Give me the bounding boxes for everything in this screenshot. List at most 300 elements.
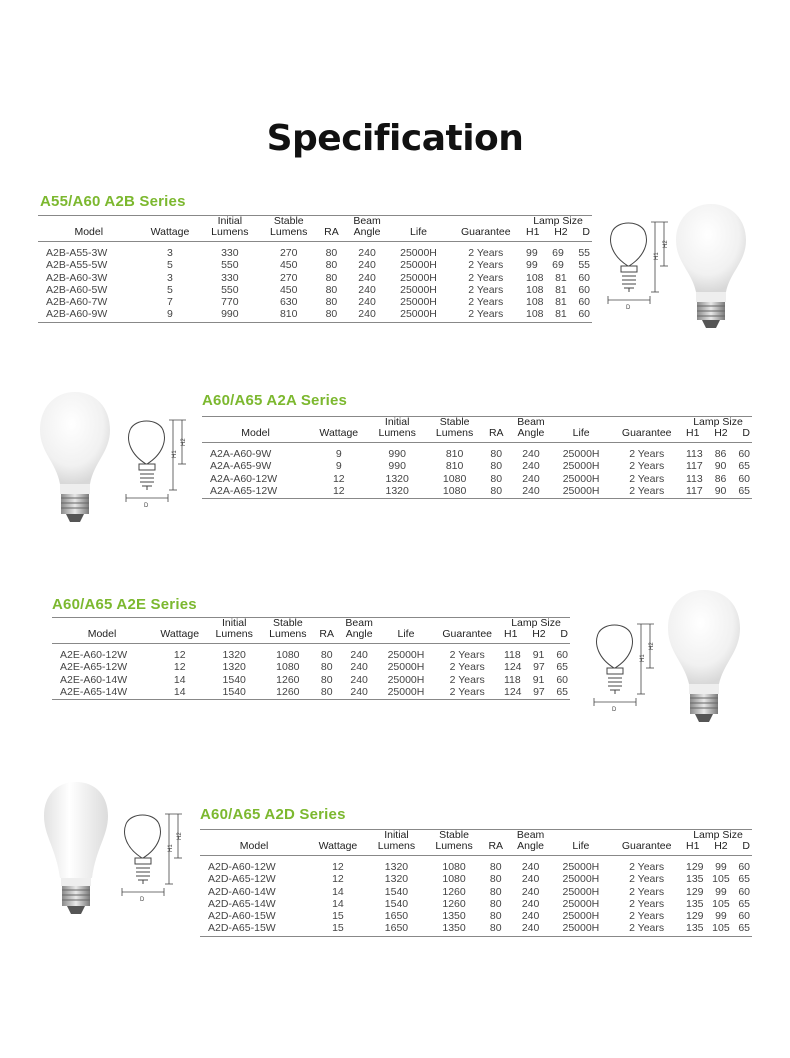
col-guarantee: Guarantee (609, 417, 684, 443)
cell-guarantee: 2 Years (432, 686, 502, 700)
cell-guarantee: 2 Years (448, 308, 524, 322)
cell-beam: 240 (522, 448, 540, 460)
cell-wattage: 14 (332, 897, 344, 910)
cell-life: 25000H (562, 873, 600, 886)
cell-initial: 1320 (368, 485, 425, 499)
h1-label: H1 (168, 844, 174, 852)
cell-beam: 240 (521, 861, 540, 873)
cell-guarantee: 2 Years (468, 259, 504, 272)
cell-wattage: 3 (167, 271, 173, 284)
cell-model: A2D-A60-14W (208, 885, 276, 898)
cell-stable: 270 (279, 247, 298, 259)
cell-d: 60 (738, 861, 750, 873)
h2-label: H2 (177, 832, 183, 840)
bulb-photo (664, 586, 744, 726)
cell-ra: 80 (320, 661, 333, 674)
col-wattage: Wattage (152, 618, 207, 644)
cell-wattage: 14 (152, 686, 207, 700)
cell-ra: 80 (325, 247, 338, 259)
col-stable-lumens: Stable Lumens (425, 830, 483, 856)
cell-d: 65 (556, 661, 568, 674)
h1-label: H1 (654, 252, 660, 260)
cell-stable: 270 (279, 271, 298, 284)
cell-stable: 810 (445, 448, 464, 460)
cell-d: 65 (738, 897, 750, 910)
cell-ra: 80 (320, 673, 333, 686)
cell-h1: 108 (526, 283, 544, 296)
cell-ra: 80 (489, 861, 502, 873)
cell-beam: 240 (350, 661, 368, 674)
col-ra: RA (315, 618, 339, 644)
cell-guarantee: 2 Years (629, 910, 665, 923)
bulb-photo (672, 200, 750, 332)
table-row (202, 443, 752, 461)
col-life: Life (389, 216, 447, 242)
cell-life: 25000H (387, 673, 425, 686)
cell-wattage: 14 (173, 673, 186, 686)
table-row (202, 460, 752, 472)
cell-wattage: 12 (173, 661, 186, 674)
cell-lamp-size (684, 910, 752, 922)
cell-model: A2B-A60-7W (46, 296, 108, 309)
cell-guarantee: 2 Years (629, 897, 665, 910)
h1-label: H1 (640, 654, 646, 662)
table-row (38, 284, 592, 296)
col-initial-lumens: Initial Lumens (368, 417, 425, 443)
cell-h2: 86 (714, 448, 727, 460)
cell-stable: 1350 (425, 922, 483, 936)
cell-initial: 990 (200, 308, 259, 322)
cell-initial: 1650 (368, 922, 426, 936)
cell-wattage: 9 (335, 460, 342, 473)
cell-h2: 69 (552, 247, 564, 259)
cell-beam: 240 (521, 885, 540, 898)
cell-beam: 240 (358, 247, 376, 259)
col-guarantee: Guarantee (432, 618, 502, 644)
bulb-dimension-diagram (118, 412, 190, 512)
cell-stable: 1080 (426, 485, 483, 499)
cell-guarantee: 2 Years (449, 649, 485, 661)
cell-model: A2B-A55-3W (46, 247, 108, 259)
cell-ra: 80 (490, 460, 503, 473)
col-ra: RA (483, 830, 509, 856)
cell-lamp-size (524, 296, 592, 308)
cell-model: A2D-A65-14W (208, 897, 276, 910)
cell-life: 25000H (400, 247, 437, 259)
cell-h1: 113 (686, 448, 703, 460)
cell-wattage: 14 (332, 885, 344, 898)
cell-d: 60 (738, 448, 750, 460)
cell-d: 60 (578, 296, 590, 309)
cell-lamp-size (684, 473, 752, 485)
col-wattage: Wattage (309, 417, 368, 443)
cell-life: 25000H (553, 485, 610, 499)
col-stable-lumens: Stable Lumens (261, 618, 315, 644)
cell-h1: 99 (526, 247, 538, 259)
col-guarantee: Guarantee (448, 216, 524, 242)
cell-wattage: 12 (332, 873, 344, 886)
cell-h1: 135 (686, 922, 704, 935)
cell-stable: 630 (279, 296, 298, 309)
cell-h2: 81 (555, 296, 567, 309)
col-model: Model (202, 417, 309, 443)
cell-h1: 129 (686, 861, 704, 873)
cell-guarantee: 2 Years (629, 460, 665, 473)
table-row (52, 686, 570, 700)
cell-model: A2E-A60-12W (60, 649, 128, 661)
cell-wattage: 5 (167, 259, 173, 272)
cell-h2: 99 (715, 861, 727, 873)
cell-initial: 550 (221, 259, 239, 272)
cell-ra: 80 (325, 296, 338, 309)
cell-lamp-size (684, 443, 752, 461)
cell-lamp-size (524, 242, 592, 260)
cell-h1: 108 (526, 308, 544, 321)
cell-d: 65 (738, 484, 750, 497)
cell-ra: 80 (325, 283, 338, 296)
cell-h1: 124 (504, 685, 522, 698)
col-wattage: Wattage (140, 216, 201, 242)
col-initial-lumens: Initial Lumens (207, 618, 261, 644)
cell-guarantee: 2 Years (609, 922, 684, 936)
cell-wattage: 15 (308, 922, 367, 936)
cell-ra: 80 (489, 897, 502, 910)
cell-ra: 80 (489, 873, 502, 886)
h2-label: H2 (649, 642, 655, 650)
col-lamp-size: Lamp Size H1 H2 D (684, 830, 752, 856)
cell-wattage: 12 (309, 485, 368, 499)
cell-life: 25000H (562, 861, 600, 873)
cell-model: A2D-A60-15W (208, 910, 276, 923)
cell-lamp-size (684, 856, 752, 874)
cell-model: A2E-A60-14W (60, 673, 128, 686)
cell-initial: 770 (221, 296, 239, 309)
cell-lamp-size (524, 284, 592, 296)
cell-stable: 810 (445, 460, 464, 473)
cell-initial: 330 (221, 271, 239, 284)
cell-d: 60 (578, 308, 590, 321)
cell-wattage: 9 (140, 308, 201, 322)
cell-h2: 91 (532, 649, 545, 661)
table-row (52, 644, 570, 662)
cell-guarantee: 2 Years (629, 885, 665, 898)
spec-table-a2d (200, 829, 752, 937)
cell-life: 25000H (562, 448, 600, 460)
cell-initial: 550 (221, 283, 239, 296)
col-model: Model (200, 830, 308, 856)
h2-label: H2 (181, 438, 187, 446)
cell-model: A2A-A60-12W (210, 472, 278, 485)
cell-h2: 105 (712, 922, 730, 935)
cell-ra: 80 (483, 922, 509, 936)
cell-life: 25000H (389, 308, 447, 322)
col-beam-angle: Beam Angle (509, 417, 553, 443)
cell-life: 25000H (400, 271, 437, 284)
series-title: A60/A65 A2E Series (52, 596, 197, 613)
cell-life: 25000H (552, 922, 609, 936)
cell-model: A2D-A65-15W (200, 922, 308, 936)
cell-beam: 240 (350, 649, 368, 661)
page-title: Specification (266, 118, 524, 159)
col-life: Life (380, 618, 433, 644)
cell-h2: 105 (712, 897, 730, 910)
cell-wattage: 12 (332, 861, 344, 873)
table-row (38, 296, 592, 308)
cell-wattage: 7 (167, 296, 173, 309)
cell-h1: 135 (686, 873, 704, 886)
cell-initial: 1540 (384, 897, 409, 910)
cell-lamp-size (684, 898, 752, 910)
cell-h2: 105 (712, 873, 730, 886)
cell-ra: 80 (490, 472, 503, 485)
cell-h1: 108 (526, 271, 544, 284)
cell-d: 65 (738, 922, 750, 935)
cell-ra: 80 (318, 308, 344, 322)
col-ra: RA (318, 216, 344, 242)
cell-wattage: 3 (167, 247, 173, 259)
cell-h2: 81 (555, 271, 567, 284)
cell-h1: 129 (686, 910, 704, 923)
table-row (200, 910, 752, 922)
cell-initial: 1650 (384, 910, 409, 923)
cell-h2: 99 (715, 910, 727, 923)
cell-guarantee: 2 Years (449, 661, 485, 674)
col-beam-angle: Beam Angle (339, 618, 380, 644)
table-row (38, 259, 592, 271)
cell-d: 55 (578, 259, 590, 272)
cell-wattage: 15 (332, 910, 344, 923)
cell-stable: 1260 (442, 885, 466, 898)
bulb-dimension-diagram (114, 806, 186, 906)
cell-model: A2A-A60-9W (210, 448, 272, 460)
cell-lamp-size (524, 259, 592, 271)
cell-model: A2D-A65-12W (208, 873, 276, 886)
spec-table-a2b (38, 215, 592, 323)
cell-stable: 1080 (442, 472, 467, 485)
cell-h2: 97 (533, 661, 545, 674)
table-row (202, 485, 752, 499)
cell-h1: 117 (686, 484, 703, 497)
cell-model: A2B-A60-5W (46, 283, 108, 296)
cell-h1: 135 (686, 897, 704, 910)
cell-initial: 1320 (222, 649, 246, 661)
cell-stable: 1080 (442, 861, 466, 873)
cell-d: 60 (556, 673, 568, 686)
cell-h2: 90 (714, 484, 727, 497)
cell-beam: 240 (509, 485, 553, 499)
cell-initial: 1320 (384, 861, 409, 873)
cell-beam: 240 (522, 460, 540, 473)
cell-initial: 1320 (385, 472, 409, 485)
col-initial-lumens: Initial Lumens (368, 830, 426, 856)
cell-ra: 80 (325, 271, 338, 284)
cell-stable: 810 (259, 308, 318, 322)
cell-stable: 1080 (276, 661, 300, 674)
cell-model: A2A-A65-9W (210, 460, 272, 473)
col-ra: RA (483, 417, 509, 443)
cell-ra: 80 (489, 885, 502, 898)
table-row (38, 308, 592, 322)
cell-d: 60 (578, 271, 590, 284)
col-stable-lumens: Stable Lumens (426, 417, 483, 443)
cell-guarantee: 2 Years (629, 861, 665, 873)
cell-beam: 240 (521, 873, 540, 886)
cell-guarantee: 2 Years (468, 283, 504, 296)
table-row (52, 661, 570, 673)
cell-beam: 240 (350, 673, 368, 686)
table-row (200, 886, 752, 898)
spec-table-a2a (202, 416, 752, 499)
cell-model: A2B-A60-9W (38, 308, 140, 322)
cell-lamp-size (684, 873, 752, 885)
cell-d: 60 (556, 649, 568, 661)
cell-stable: 450 (279, 283, 298, 296)
series-title: A55/A60 A2B Series (40, 193, 186, 210)
cell-initial: 990 (388, 448, 406, 460)
d-label: D (140, 897, 145, 903)
cell-h1: 117 (686, 460, 703, 473)
col-lamp-size: Lamp Size H1 H2 D (524, 216, 592, 242)
cell-beam: 240 (339, 686, 380, 700)
cell-beam: 240 (509, 922, 553, 936)
cell-lamp-size (502, 686, 570, 700)
cell-guarantee: 2 Years (468, 296, 504, 309)
cell-guarantee: 2 Years (629, 873, 665, 886)
col-life: Life (552, 830, 609, 856)
table-row (200, 873, 752, 885)
cell-beam: 240 (345, 308, 390, 322)
cell-guarantee: 2 Years (468, 271, 504, 284)
cell-life: 25000H (562, 472, 600, 485)
col-initial-lumens: Initial Lumens (200, 216, 259, 242)
cell-beam: 240 (521, 910, 540, 923)
cell-ra: 80 (315, 686, 339, 700)
cell-beam: 240 (521, 897, 540, 910)
cell-guarantee: 2 Years (609, 485, 684, 499)
cell-d: 60 (738, 885, 750, 898)
cell-life: 25000H (387, 661, 425, 674)
cell-model: A2A-A65-12W (202, 485, 309, 499)
cell-life: 25000H (562, 460, 600, 473)
table-row (38, 242, 592, 260)
cell-lamp-size (684, 460, 752, 472)
table-row (38, 272, 592, 284)
cell-h2: 97 (533, 685, 545, 698)
cell-stable: 450 (279, 259, 298, 272)
cell-stable: 1260 (261, 686, 315, 700)
cell-initial: 1540 (222, 673, 246, 686)
cell-wattage: 12 (332, 472, 345, 485)
cell-model: A2B-A55-5W (46, 259, 108, 272)
cell-d: 65 (738, 460, 750, 473)
cell-model: A2E-A65-12W (60, 661, 128, 674)
cell-h1: 108 (526, 296, 544, 309)
cell-lamp-size (502, 674, 570, 686)
d-label: D (612, 707, 617, 713)
cell-h2: 99 (715, 885, 727, 898)
cell-d: 60 (738, 472, 750, 485)
cell-life: 25000H (400, 296, 437, 309)
cell-h2: 90 (714, 460, 727, 473)
cell-stable: 1080 (442, 873, 466, 886)
col-beam-angle: Beam Angle (345, 216, 390, 242)
cell-lamp-size (502, 644, 570, 662)
cell-d: 65 (738, 873, 750, 886)
table-row (52, 674, 570, 686)
bulb-photo (36, 388, 114, 528)
table-row (202, 473, 752, 485)
cell-h1: 129 (686, 885, 704, 898)
cell-stable: 1080 (276, 649, 300, 661)
col-lamp-size: Lamp Size H1 H2 D (684, 417, 752, 443)
cell-stable: 1260 (276, 673, 300, 686)
col-model: Model (38, 216, 140, 242)
col-lamp-size: Lamp Size H1 H2 D (502, 618, 570, 644)
col-stable-lumens: Stable Lumens (259, 216, 318, 242)
col-guarantee: Guarantee (609, 830, 684, 856)
cell-model: A2E-A65-14W (52, 686, 152, 700)
cell-guarantee: 2 Years (449, 673, 485, 686)
cell-initial: 1540 (384, 885, 409, 898)
cell-initial: 1320 (222, 661, 246, 674)
col-life: Life (553, 417, 610, 443)
cell-life: 25000H (400, 283, 437, 296)
cell-guarantee: 2 Years (468, 247, 504, 259)
cell-life: 25000H (562, 910, 600, 923)
cell-wattage: 12 (173, 649, 186, 661)
cell-d: 60 (738, 910, 750, 923)
cell-wattage: 9 (335, 448, 342, 460)
table-row (200, 898, 752, 910)
cell-initial: 1540 (207, 686, 261, 700)
cell-beam: 240 (358, 271, 376, 284)
cell-beam: 240 (358, 283, 376, 296)
cell-initial: 990 (388, 460, 406, 473)
cell-lamp-size (684, 886, 752, 898)
cell-ra: 80 (489, 910, 502, 923)
cell-initial: 1320 (384, 873, 409, 886)
cell-h1: 99 (526, 259, 538, 272)
cell-h1: 118 (504, 673, 521, 686)
cell-life: 25000H (562, 897, 600, 910)
cell-stable: 1260 (442, 897, 466, 910)
d-label: D (626, 305, 631, 311)
bulb-photo (40, 778, 112, 918)
cell-lamp-size (524, 272, 592, 284)
cell-h2: 86 (714, 472, 727, 485)
col-wattage: Wattage (308, 830, 367, 856)
cell-ra: 80 (483, 485, 509, 499)
h1-label: H1 (172, 450, 178, 458)
cell-h1: 118 (504, 649, 521, 661)
cell-model: A2D-A60-12W (208, 861, 276, 873)
col-beam-angle: Beam Angle (509, 830, 553, 856)
cell-h1: 113 (686, 472, 703, 485)
cell-life: 25000H (387, 649, 425, 661)
series-title: A60/A65 A2D Series (200, 806, 346, 823)
cell-life: 25000H (562, 885, 600, 898)
h2-label: H2 (663, 240, 669, 248)
bulb-dimension-diagram (600, 214, 672, 314)
cell-lamp-size (684, 922, 752, 936)
cell-beam: 240 (522, 472, 540, 485)
cell-stable: 1350 (442, 910, 466, 923)
col-model: Model (52, 618, 152, 644)
cell-d: 60 (578, 283, 590, 296)
cell-beam: 240 (358, 296, 376, 309)
cell-model: A2B-A60-3W (46, 271, 108, 284)
cell-h2: 91 (532, 673, 545, 686)
